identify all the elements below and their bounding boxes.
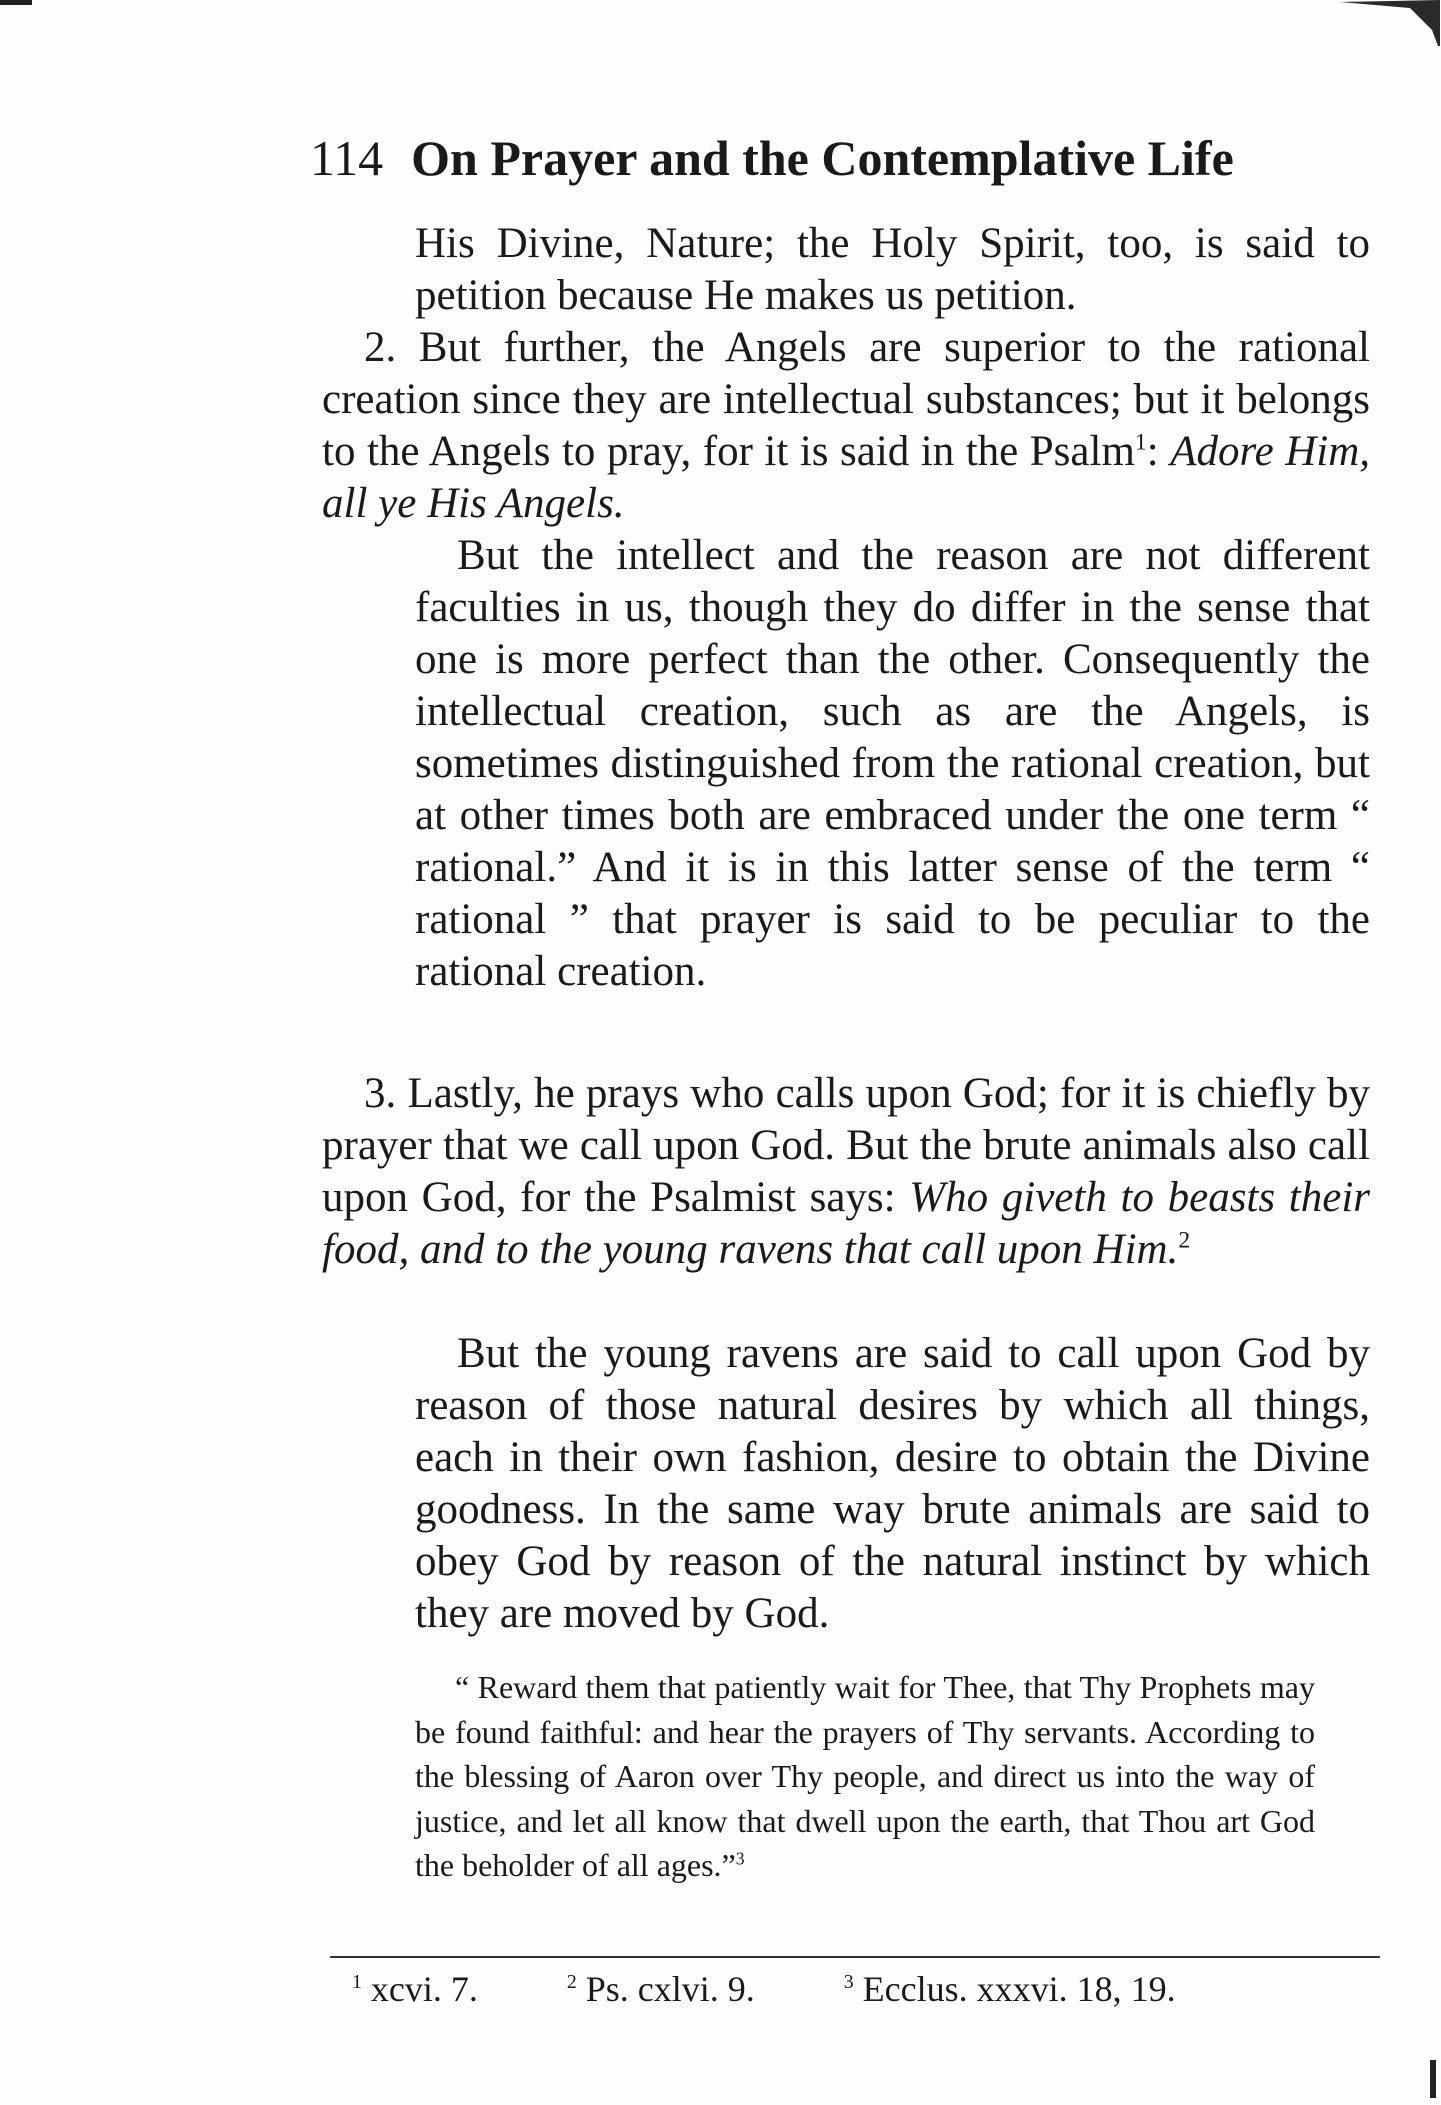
footnote-text: Ecclus. xxxvi. 18, 19. bbox=[862, 1969, 1176, 2009]
footnote-ref: 1 bbox=[1134, 429, 1147, 456]
punctuation: : bbox=[1146, 428, 1171, 475]
quote-text: “ Reward them that patiently wait for Thee, that Thy Prophets may be found faithful: and hear the prayers of Thy servants. According to the blessing of Aaron over Thy people, and direct us into the way of justice, and let all know that dwell upon the earth, that Thou art God the beholder of all ages.” bbox=[415, 1669, 1315, 1884]
footnote-text: xcvi. 7. bbox=[370, 1969, 478, 2009]
footnote bbox=[352, 1964, 478, 2014]
footnote-mark: 3 bbox=[843, 1971, 854, 1993]
paragraph-text: 2. But further, the Angels are superior to the rational creation since they are intellectual substances; but it belongs to the Angels to pray, for it is said in the Psalm bbox=[322, 324, 1370, 475]
paragraph-1 bbox=[415, 218, 1370, 322]
paragraph-text: But the young ravens are said to call upon God by reason of those natural desires by which all things, each in their own fashion, desire to obtain the Divine goodness. In the same way brute animals are said to obey God by reason of the natural instinct by which they are moved by God. bbox=[415, 1330, 1370, 1637]
prayer-quote bbox=[415, 1665, 1315, 1888]
footnote-mark: 1 bbox=[352, 1971, 362, 1993]
footnote-ref: 3 bbox=[735, 1848, 745, 1869]
paragraph-5 bbox=[415, 1328, 1370, 1640]
footnotes bbox=[352, 1964, 1372, 2014]
footnote-text: Ps. cxlvi. 9. bbox=[585, 1969, 755, 2009]
footnote-ref: 2 bbox=[1178, 1227, 1191, 1254]
scan-corner-mark bbox=[1340, 0, 1440, 46]
scan-edge-mark bbox=[0, 0, 32, 5]
quotation-italic: Who giveth to beasts their food, and to the young ravens that call upon Him. bbox=[322, 1174, 1370, 1273]
footnote bbox=[844, 1964, 1176, 2014]
page-number: 114 bbox=[310, 130, 384, 186]
paragraph-text: 3. Lastly, he prays who calls upon God; for it is chiefly by prayer that we call upon God. But the brute animals also call upon God, for the Psalmist says: bbox=[322, 1070, 1370, 1221]
page-title: On Prayer and the Contemplative Life bbox=[411, 130, 1234, 186]
paragraph-text: His Divine, Nature; the Holy Spirit, too, is said to petition because He makes us petition. bbox=[415, 220, 1370, 319]
footnote bbox=[567, 1964, 755, 2014]
footnote-divider bbox=[330, 1956, 1380, 1958]
quotation-italic: Adore Him, all ye His Angels. bbox=[322, 428, 1371, 527]
footnote-mark: 2 bbox=[566, 1971, 577, 1993]
paragraph-text: But the intellect and the reason are not different faculties in us, though they do differ in the sense that one is more perfect than the other. Consequently the intellectual creation, such as are the Angels, is sometimes distinguished from the rational creation, but at other times both are embraced under the one term “ rational.” And it is in this latter sense of the term “ rational ” that prayer is said to be peculiar to the rational creation. bbox=[415, 532, 1370, 995]
running-header bbox=[310, 128, 1350, 188]
scan-edge-mark bbox=[1430, 2060, 1436, 2098]
paragraph-2 bbox=[322, 322, 1370, 530]
paragraph-3 bbox=[415, 530, 1370, 998]
paragraph-4 bbox=[322, 1068, 1370, 1276]
